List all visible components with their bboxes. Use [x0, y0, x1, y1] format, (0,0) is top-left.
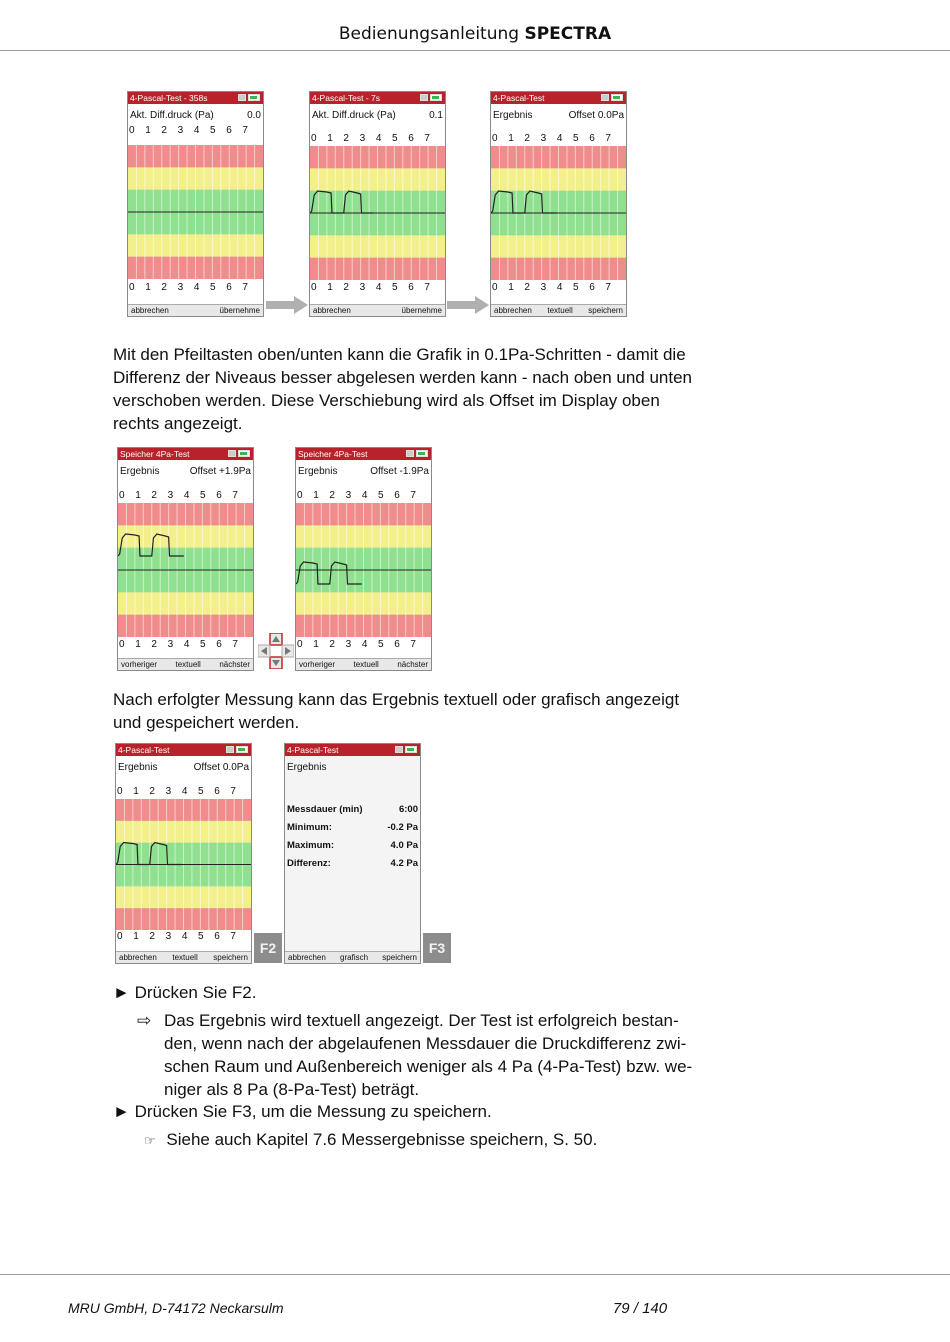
- reading-value: 0.0: [247, 110, 261, 121]
- scale-bottom: [297, 638, 430, 651]
- result-key: Differenz:: [287, 858, 331, 869]
- pressure-plot: [310, 146, 445, 280]
- scale-tick-label: 7: [230, 931, 236, 942]
- softkey-textuell[interactable]: textuell: [172, 953, 198, 962]
- scale-tick-label: 1: [133, 786, 139, 797]
- scale-tick-label: 6: [394, 490, 400, 501]
- scale-bottom: [311, 281, 444, 294]
- softkey-abbrechen[interactable]: abbrechen: [494, 306, 532, 315]
- scale-tick-label: 2: [161, 282, 167, 293]
- offset-value: Offset +1.9Pa: [189, 466, 251, 477]
- device-title: Speicher 4Pa-Test: [298, 449, 368, 459]
- result-key: Maximum:: [287, 840, 334, 851]
- scale-tick-label: 0: [129, 282, 135, 293]
- scale-top: [492, 132, 625, 145]
- scale-tick-label: 2: [149, 786, 155, 797]
- scale-tick-label: 7: [424, 282, 430, 293]
- scale-tick-label: 5: [378, 490, 384, 501]
- device-title-bar: [128, 92, 263, 104]
- header-rule: [0, 50, 950, 51]
- scale-tick-label: 1: [145, 125, 151, 136]
- result-value: 6:00: [398, 804, 418, 815]
- text-line: Differenz der Niveaus besser abgelesen werden kann - nach oben und unten: [113, 368, 693, 387]
- scale-tick-label: 0: [129, 125, 135, 136]
- result-value: 4.2 Pa: [390, 858, 418, 869]
- scale-tick-label: 4: [183, 639, 190, 650]
- softkey-textuell[interactable]: textuell: [353, 660, 379, 669]
- scale-tick-label: 7: [605, 282, 611, 293]
- text-line: Das Ergebnis wird textuell angezeigt. Der Test ist erfolgreich bestan-: [164, 1011, 679, 1030]
- scale-top: [311, 132, 444, 145]
- result-row-maximum: [287, 839, 418, 852]
- battery-icon: [406, 450, 428, 458]
- softkey-vorheriger[interactable]: vorheriger: [121, 660, 158, 669]
- scale-tick-label: 1: [313, 639, 319, 650]
- pressure-plot: [296, 503, 431, 637]
- step-result-text: [164, 1009, 692, 1101]
- pointing-hand-icon: ☞: [144, 1133, 156, 1148]
- scale-tick-label: 1: [135, 490, 141, 501]
- text-line: schen Raum und Außenbereich weniger als 4 Pa (4-Pa-Test) bzw. we-: [164, 1057, 693, 1076]
- scale-tick-label: 4: [375, 133, 382, 144]
- reading-value: 0.1: [429, 110, 443, 121]
- scale-tick-label: 4: [556, 282, 563, 293]
- softkey-bar: [128, 304, 263, 316]
- result-row-differenz: [287, 857, 418, 870]
- device-screen-offset-minus: [295, 447, 432, 671]
- scale-tick-label: 1: [508, 282, 514, 293]
- result-label: Ergebnis: [298, 466, 338, 477]
- arrow-right-icon: [447, 296, 489, 314]
- scale-tick-label: 0: [119, 639, 125, 650]
- scale-tick-label: 3: [177, 125, 184, 136]
- scale-tick-label: 2: [151, 639, 157, 650]
- scale-tick-label: 6: [216, 639, 222, 650]
- device-title: 4-Pascal-Test: [118, 745, 170, 755]
- reference-text: Siehe auch Kapitel 7.6 Messergebnisse speichern, S. 50.: [166, 1130, 598, 1149]
- result-row-messdauer: [287, 803, 418, 816]
- text-line: niger als 8 Pa (8-Pa-Test) beträgt.: [164, 1080, 420, 1099]
- header-title-brand: SPECTRA: [524, 24, 612, 44]
- reading-label: Akt. Diff.druck (Pa): [130, 110, 214, 121]
- text-line: und gespeichert werden.: [113, 713, 300, 732]
- footer-company: MRU GmbH, D-74172 Neckarsulm: [68, 1300, 284, 1316]
- scale-tick-label: 2: [329, 490, 335, 501]
- result-label: Ergebnis: [493, 110, 533, 121]
- footer-rule: [0, 1274, 950, 1275]
- scale-tick-label: 4: [193, 282, 200, 293]
- scale-tick-label: 5: [378, 639, 384, 650]
- device-screen-result-graph-final: [115, 743, 252, 964]
- scale-tick-label: 2: [343, 282, 349, 293]
- scale-tick-label: 4: [556, 133, 563, 144]
- scale-tick-label: 5: [392, 133, 398, 144]
- softkey-vorheriger[interactable]: vorheriger: [299, 660, 336, 669]
- softkey-bar: [285, 951, 420, 963]
- softkey-abbrechen[interactable]: abbrechen: [313, 306, 351, 315]
- f2-key-icon: F2: [254, 933, 282, 963]
- step-text: Drücken Sie F3, um die Messung zu speichern.: [134, 1102, 492, 1121]
- scale-top: [117, 785, 250, 798]
- softkey-uebernehmen[interactable]: übernehme: [219, 306, 260, 315]
- device-title: 4-Pascal-Test: [287, 745, 339, 755]
- scale-tick-label: 5: [200, 639, 206, 650]
- device-title-bar: [296, 448, 431, 460]
- result-key: Minimum:: [287, 822, 332, 833]
- scale-tick-label: 2: [151, 490, 157, 501]
- scale-tick-label: 6: [216, 490, 222, 501]
- scale-tick-label: 6: [589, 133, 595, 144]
- scale-tick-label: 5: [198, 931, 204, 942]
- scale-tick-label: 1: [313, 490, 319, 501]
- scale-tick-label: 3: [540, 282, 547, 293]
- scale-tick-label: 6: [226, 282, 232, 293]
- softkey-abbrechen[interactable]: abbrechen: [119, 953, 157, 962]
- scale-tick-label: 5: [210, 282, 216, 293]
- header-title-prefix: Bedienungsanleitung: [338, 24, 520, 44]
- scale-tick-label: 2: [329, 639, 335, 650]
- scale-tick-label: 7: [232, 639, 238, 650]
- step-text: Drücken Sie F2.: [134, 983, 257, 1002]
- device-title-bar: [285, 744, 420, 756]
- scale-tick-label: 3: [165, 786, 172, 797]
- device-title-bar: [310, 92, 445, 104]
- softkey-textuell[interactable]: textuell: [547, 306, 573, 315]
- softkey-speichern[interactable]: speichern: [588, 306, 623, 315]
- softkey-textuell[interactable]: textuell: [175, 660, 201, 669]
- battery-icon: [228, 450, 250, 458]
- text-line: verschoben werden. Diese Verschiebung wird als Offset im Display oben: [113, 391, 660, 410]
- scale-tick-label: 2: [149, 931, 155, 942]
- result-key: Messdauer (min): [287, 804, 363, 815]
- scale-tick-label: 7: [230, 786, 236, 797]
- result-value: 4.0 Pa: [390, 840, 418, 851]
- scale-tick-label: 2: [524, 282, 530, 293]
- battery-icon: [238, 94, 260, 102]
- result-value: -0.2 Pa: [387, 822, 418, 833]
- device-title: 4-Pascal-Test - 7s: [312, 93, 381, 103]
- scale-tick-label: 1: [327, 133, 333, 144]
- softkey-naechster[interactable]: nächster: [397, 660, 428, 669]
- scale-tick-label: 3: [167, 490, 174, 501]
- device-title-bar: [118, 448, 253, 460]
- scale-tick-label: 4: [361, 490, 368, 501]
- text-line: Nach erfolgter Messung kann das Ergebnis textuell oder grafisch angezeigt: [113, 690, 680, 709]
- scale-tick-label: 1: [327, 282, 333, 293]
- scale-tick-label: 5: [210, 125, 216, 136]
- scale-tick-label: 7: [410, 639, 416, 650]
- scale-tick-label: 0: [297, 490, 303, 501]
- scale-top: [129, 124, 262, 137]
- pressure-plot: [116, 799, 251, 930]
- text-line: Mit den Pfeiltasten oben/unten kann die Grafik in 0.1Pa-Schritten - damit die: [113, 345, 686, 364]
- softkey-bar: [118, 658, 253, 670]
- paragraph-result-display: [113, 688, 679, 734]
- device-screen-result-graph: [490, 91, 627, 317]
- scale-tick-label: 6: [214, 786, 220, 797]
- scale-tick-label: 2: [343, 133, 349, 144]
- scale-bottom: [129, 281, 262, 294]
- arrow-keys-icon: [258, 633, 294, 669]
- scale-tick-label: 4: [181, 931, 188, 942]
- result-label: Ergebnis: [120, 466, 160, 477]
- scale-tick-label: 6: [408, 282, 414, 293]
- play-icon: ►: [113, 983, 130, 1002]
- scale-tick-label: 3: [345, 490, 352, 501]
- f3-key-icon: F3: [423, 933, 451, 963]
- reference-note: [144, 1128, 597, 1152]
- scale-tick-label: 7: [232, 490, 238, 501]
- scale-tick-label: 0: [119, 490, 125, 501]
- scale-tick-label: 4: [183, 490, 190, 501]
- scale-tick-label: 5: [573, 133, 579, 144]
- scale-bottom: [492, 281, 625, 294]
- scale-tick-label: 5: [573, 282, 579, 293]
- scale-tick-label: 7: [605, 133, 611, 144]
- step-press-f3: [113, 1100, 492, 1123]
- scale-tick-label: 7: [242, 282, 248, 293]
- scale-tick-label: 0: [492, 133, 498, 144]
- scale-bottom: [117, 930, 250, 943]
- device-title-bar: [116, 744, 251, 756]
- battery-icon: [601, 94, 623, 102]
- scale-tick-label: 0: [117, 786, 123, 797]
- softkey-uebernehmen[interactable]: übernehme: [401, 306, 442, 315]
- paragraph-offset-explanation: [113, 343, 692, 435]
- scale-tick-label: 3: [167, 639, 174, 650]
- scale-tick-label: 7: [410, 490, 416, 501]
- scale-tick-label: 5: [392, 282, 398, 293]
- footer-page-number: 79 / 140: [612, 1300, 668, 1317]
- scale-tick-label: 5: [200, 490, 206, 501]
- offset-value: Offset -1.9Pa: [370, 466, 429, 477]
- scale-top: [119, 489, 252, 502]
- device-screen-offset-plus: [117, 447, 254, 671]
- scale-tick-label: 3: [345, 639, 352, 650]
- battery-icon: [420, 94, 442, 102]
- device-screen-live-7s: [309, 91, 446, 317]
- scale-tick-label: 2: [161, 125, 167, 136]
- scale-tick-label: 6: [408, 133, 414, 144]
- text-line: rechts angezeigt.: [113, 414, 243, 433]
- scale-tick-label: 3: [540, 133, 547, 144]
- scale-tick-label: 1: [135, 639, 141, 650]
- device-screen-result-text: [284, 743, 421, 964]
- battery-icon: [226, 746, 248, 754]
- softkey-speichern[interactable]: speichern: [382, 953, 417, 962]
- step-press-f2: [113, 981, 256, 1004]
- scale-tick-label: 6: [214, 931, 220, 942]
- reading-label: Akt. Diff.druck (Pa): [312, 110, 396, 121]
- scale-tick-label: 2: [524, 133, 530, 144]
- scale-tick-label: 4: [181, 786, 188, 797]
- scale-tick-label: 0: [311, 133, 317, 144]
- scale-bottom: [119, 638, 252, 651]
- softkey-naechster[interactable]: nächster: [219, 660, 250, 669]
- scale-tick-label: 1: [145, 282, 151, 293]
- pressure-plot: [491, 146, 626, 280]
- page-header-title: [0, 24, 950, 44]
- softkey-grafisch[interactable]: grafisch: [340, 953, 369, 962]
- scale-tick-label: 6: [394, 639, 400, 650]
- scale-tick-label: 1: [133, 931, 139, 942]
- play-icon: ►: [113, 1102, 130, 1121]
- softkey-speichern[interactable]: speichern: [213, 953, 248, 962]
- scale-tick-label: 7: [424, 133, 430, 144]
- pressure-plot: [118, 503, 253, 637]
- text-line: den, wenn nach der abgelaufenen Messdauer die Druckdifferenz zwi-: [164, 1034, 687, 1053]
- softkey-bar: [296, 658, 431, 670]
- pressure-plot: [128, 145, 263, 279]
- scale-tick-label: 0: [297, 639, 303, 650]
- scale-tick-label: 0: [492, 282, 498, 293]
- scale-tick-label: 5: [198, 786, 204, 797]
- device-screen-live-358s: [127, 91, 264, 317]
- scale-tick-label: 3: [177, 282, 184, 293]
- scale-tick-label: 0: [311, 282, 317, 293]
- device-title: Speicher 4Pa-Test: [120, 449, 190, 459]
- softkey-bar: [116, 951, 251, 963]
- result-label: Ergebnis: [287, 762, 327, 773]
- scale-tick-label: 4: [375, 282, 382, 293]
- softkey-abbrechen[interactable]: abbrechen: [131, 306, 169, 315]
- scale-tick-label: 4: [193, 125, 200, 136]
- arrow-right-icon: [266, 296, 308, 314]
- scale-top: [297, 489, 430, 502]
- scale-tick-label: 3: [359, 133, 366, 144]
- softkey-bar: [310, 304, 445, 316]
- softkey-bar: [491, 304, 626, 316]
- scale-tick-label: 0: [117, 931, 123, 942]
- offset-value: Offset 0.0Pa: [568, 110, 624, 121]
- scale-tick-label: 3: [165, 931, 172, 942]
- device-title: 4-Pascal-Test: [493, 93, 545, 103]
- result-label: Ergebnis: [118, 762, 158, 773]
- battery-icon: [395, 746, 417, 754]
- result-arrow-icon: ⇨: [137, 1011, 152, 1030]
- device-title-bar: [491, 92, 626, 104]
- device-title: 4-Pascal-Test - 358s: [130, 93, 208, 103]
- scale-tick-label: 6: [589, 282, 595, 293]
- softkey-abbrechen[interactable]: abbrechen: [288, 953, 326, 962]
- scale-tick-label: 6: [226, 125, 232, 136]
- offset-value: Offset 0.0Pa: [193, 762, 249, 773]
- scale-tick-label: 7: [242, 125, 248, 136]
- scale-tick-label: 1: [508, 133, 514, 144]
- result-row-minimum: [287, 821, 418, 834]
- scale-tick-label: 3: [359, 282, 366, 293]
- scale-tick-label: 4: [361, 639, 368, 650]
